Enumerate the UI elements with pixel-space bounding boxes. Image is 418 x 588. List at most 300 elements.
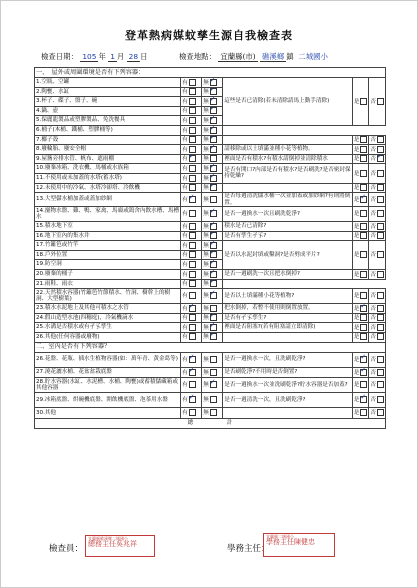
item-yes[interactable] (181, 323, 202, 333)
question-text: 是否刷乾淨?不用時是否倒置? (223, 367, 353, 378)
item-no[interactable] (202, 173, 223, 183)
question-no[interactable] (369, 378, 386, 393)
question-yes-checkbox[interactable] (360, 314, 367, 321)
question-no-checkbox[interactable] (377, 324, 384, 331)
item-yes-label: 有 (182, 108, 188, 115)
checklist-row (35, 332, 386, 342)
item-yes-label: 有 (182, 242, 188, 249)
item-yes[interactable] (181, 367, 202, 378)
item-yes-checkbox[interactable] (189, 127, 196, 134)
item-no-label: 無 (203, 117, 209, 124)
item-yes-checkbox[interactable] (189, 196, 196, 203)
question-yes-checkbox[interactable] (360, 396, 367, 403)
item-no-checkbox[interactable] (210, 251, 217, 258)
item-yes-checkbox[interactable] (189, 136, 196, 143)
question-no-label: 否 (370, 146, 376, 153)
item-yes[interactable] (181, 231, 202, 241)
question-no[interactable] (369, 241, 386, 270)
item-yes-label: 有 (182, 233, 188, 240)
question-no-label: 否 (370, 356, 376, 363)
question-yes-label: 是 (353, 334, 360, 341)
item-no[interactable] (202, 193, 223, 207)
question-yes[interactable] (352, 323, 369, 333)
item-yes[interactable] (181, 269, 202, 279)
item-no-checkbox[interactable] (210, 175, 217, 182)
question-yes-label: 是 (353, 410, 360, 417)
question-no-checkbox[interactable] (377, 251, 384, 258)
item-text: 27.澆花灑水桶、花盆盆栽底盤 (35, 367, 181, 378)
question-no[interactable] (369, 304, 386, 314)
question-yes[interactable] (352, 313, 369, 323)
question-no[interactable] (369, 135, 386, 145)
item-yes[interactable] (181, 352, 202, 367)
question-no-checkbox[interactable] (377, 170, 384, 177)
item-yes[interactable] (181, 87, 202, 97)
checklist-row (35, 323, 386, 333)
date-day-value: 28 (128, 52, 139, 61)
item-no[interactable] (202, 304, 223, 314)
question-no[interactable] (369, 154, 386, 164)
item-no-checkbox[interactable] (210, 165, 217, 172)
question-yes[interactable] (352, 164, 369, 183)
item-no[interactable] (202, 332, 223, 342)
question-yes-label: 是 (353, 324, 360, 331)
item-yes-label: 有 (182, 165, 188, 172)
question-no[interactable] (369, 408, 386, 419)
item-no-label: 無 (203, 98, 209, 105)
checklist-row (35, 393, 386, 408)
question-no-checkbox[interactable] (377, 396, 384, 403)
item-yes[interactable] (181, 250, 202, 260)
question-yes-label: 是 (353, 156, 360, 163)
item-yes[interactable] (181, 97, 202, 107)
question-no-checkbox[interactable] (377, 146, 384, 153)
item-no-checkbox[interactable] (210, 196, 217, 203)
item-text: 25.水溝是否積水或有孑孓孳生 (35, 323, 181, 333)
item-text: 24.假山造型水池(四穗庭)，冷氣機滴水 (35, 313, 181, 323)
date-month-value: 1 (110, 52, 115, 61)
question-no[interactable] (369, 269, 386, 279)
item-yes-checkbox[interactable] (189, 165, 196, 172)
question-yes-label: 是 (353, 315, 360, 322)
item-no[interactable] (202, 231, 223, 241)
item-yes-checkbox[interactable] (189, 292, 196, 299)
item-yes[interactable] (181, 206, 202, 221)
item-no-checkbox[interactable] (210, 107, 217, 114)
item-no-label: 無 (203, 382, 209, 389)
item-no[interactable] (202, 393, 223, 408)
question-yes[interactable] (352, 378, 369, 393)
question-yes-checkbox[interactable] (360, 170, 367, 177)
question-no[interactable] (369, 206, 386, 221)
item-yes[interactable] (181, 289, 202, 304)
item-no-checkbox[interactable] (210, 136, 217, 143)
question-no[interactable] (369, 332, 386, 342)
question-yes-checkbox[interactable] (360, 155, 367, 162)
question-no-checkbox[interactable] (377, 409, 384, 416)
item-yes[interactable] (181, 393, 202, 408)
item-yes[interactable] (181, 78, 202, 88)
question-yes[interactable] (352, 193, 369, 207)
question-yes-checkbox[interactable] (360, 381, 367, 388)
item-yes[interactable] (181, 145, 202, 155)
question-yes-checkbox[interactable] (360, 356, 367, 363)
question-no-checkbox[interactable] (377, 196, 384, 203)
item-yes-label: 有 (182, 127, 188, 134)
item-no-label: 無 (203, 305, 209, 312)
question-no[interactable] (369, 78, 386, 126)
item-yes-label: 有 (182, 196, 188, 203)
item-yes-checkbox[interactable] (189, 79, 196, 86)
item-no[interactable] (202, 408, 223, 419)
item-yes-checkbox[interactable] (189, 396, 196, 403)
item-yes[interactable] (181, 135, 202, 145)
item-text: 21.雨鞋、雨衣 (35, 279, 181, 289)
question-yes-checkbox[interactable] (360, 369, 367, 376)
question-no[interactable] (369, 393, 386, 408)
item-no-label: 無 (203, 108, 209, 115)
inspector-stamp-top: 宜蘭縣礁溪鄉二城國小 (88, 536, 128, 541)
question-no-checkbox[interactable] (377, 314, 384, 321)
item-text: 3.杯子、碟子、盤子、碗 (35, 97, 181, 107)
item-yes-checkbox[interactable] (189, 242, 196, 249)
item-no-label: 無 (203, 223, 209, 230)
question-yes-checkbox[interactable] (360, 136, 367, 143)
item-no-checkbox[interactable] (210, 271, 217, 278)
question-no-label: 否 (370, 324, 376, 331)
item-yes-checkbox[interactable] (189, 232, 196, 239)
item-no[interactable] (202, 269, 223, 279)
item-no[interactable] (202, 135, 223, 145)
question-yes-checkbox[interactable] (360, 305, 367, 312)
item-no-checkbox[interactable] (210, 356, 217, 363)
item-no-checkbox[interactable] (210, 333, 217, 340)
question-yes[interactable] (352, 154, 369, 164)
item-yes-label: 有 (182, 293, 188, 300)
item-yes-label: 有 (182, 369, 188, 376)
item-yes-checkbox[interactable] (189, 98, 196, 105)
question-yes[interactable] (352, 183, 369, 193)
item-yes[interactable] (181, 106, 202, 116)
question-no[interactable] (369, 193, 386, 207)
item-yes-checkbox[interactable] (189, 117, 196, 124)
item-text: 6.桶子(木桶、鐵桶、塑膠桶等) (35, 125, 181, 135)
item-no-checkbox[interactable] (210, 155, 217, 162)
question-text: 積水是否已清除? (223, 221, 353, 231)
inspector-label: 檢查員： (49, 544, 84, 554)
checklist-row (35, 154, 386, 164)
item-yes[interactable] (181, 332, 202, 342)
item-no-label: 無 (203, 175, 209, 182)
item-no[interactable] (202, 289, 223, 304)
item-no[interactable] (202, 164, 223, 174)
item-no-label: 無 (203, 369, 209, 376)
question-no[interactable] (369, 313, 386, 323)
question-no-checkbox[interactable] (377, 333, 384, 340)
question-no-checkbox[interactable] (377, 381, 384, 388)
item-no-checkbox[interactable] (210, 292, 217, 299)
question-yes-checkbox[interactable] (360, 223, 367, 230)
question-yes-checkbox[interactable] (360, 210, 367, 217)
item-no-checkbox[interactable] (210, 261, 217, 268)
item-yes-label: 有 (182, 98, 188, 105)
item-no-checkbox[interactable] (210, 242, 217, 249)
item-no-label: 無 (203, 410, 209, 417)
item-yes[interactable] (181, 154, 202, 164)
item-yes-checkbox[interactable] (189, 333, 196, 340)
question-yes-label: 是 (353, 382, 360, 389)
item-no-checkbox[interactable] (210, 232, 217, 239)
item-yes[interactable] (181, 125, 202, 135)
item-no[interactable] (202, 260, 223, 270)
question-no-checkbox[interactable] (377, 356, 384, 363)
item-no-checkbox[interactable] (210, 324, 217, 331)
item-no[interactable] (202, 154, 223, 164)
question-yes-label: 是 (353, 397, 360, 404)
item-no[interactable] (202, 125, 223, 135)
item-no-label: 無 (203, 356, 209, 363)
item-yes-checkbox[interactable] (189, 280, 196, 287)
question-no-label: 否 (370, 98, 376, 105)
item-no-checkbox[interactable] (210, 409, 217, 416)
item-yes-checkbox[interactable] (189, 409, 196, 416)
item-yes[interactable] (181, 408, 202, 419)
item-yes-label: 有 (182, 223, 188, 230)
inspection-location (179, 51, 328, 62)
item-yes[interactable] (181, 221, 202, 231)
question-text (223, 408, 353, 419)
item-no[interactable] (202, 323, 223, 333)
question-no-checkbox[interactable] (377, 292, 384, 299)
item-no-checkbox[interactable] (210, 146, 217, 153)
question-yes-label: 是 (353, 211, 360, 218)
question-no[interactable] (369, 289, 386, 304)
question-yes-checkbox[interactable] (360, 232, 367, 239)
item-yes[interactable] (181, 241, 202, 251)
question-yes[interactable] (352, 408, 369, 419)
inspector-signature (49, 542, 83, 554)
item-no-checkbox[interactable] (210, 79, 217, 86)
question-text: 把水倒掉，若暫不使用則倒置放置。 (223, 304, 353, 314)
question-yes[interactable] (352, 367, 369, 378)
item-yes[interactable] (181, 183, 202, 193)
item-yes-label: 有 (182, 79, 188, 86)
item-no[interactable] (202, 279, 223, 289)
item-no[interactable] (202, 116, 223, 126)
item-text: 10.廢棄冰箱、洗衣機、馬桶或水族箱 (35, 164, 181, 174)
item-no[interactable] (202, 87, 223, 97)
item-no[interactable] (202, 367, 223, 378)
item-no-checkbox[interactable] (210, 305, 217, 312)
question-yes-label: 是 (353, 233, 360, 240)
question-no[interactable] (369, 145, 386, 155)
item-yes-checkbox[interactable] (189, 305, 196, 312)
item-text: 28.貯水容器(水缸、水泥槽、水桶、陶甕)或蓄積儲藏箱或其他容器 (35, 378, 181, 393)
checklist-row (35, 221, 386, 231)
item-no[interactable] (202, 78, 223, 88)
question-no-checkbox[interactable] (377, 232, 384, 239)
item-text: 14.寵物水盤、雞、鴨、家禽、馬廄或鴿舍內飲水槽、馬槽水 (36, 207, 180, 220)
item-no-checkbox[interactable] (210, 98, 217, 105)
item-no[interactable] (202, 183, 223, 193)
item-no-checkbox[interactable] (210, 381, 217, 388)
question-yes-label: 是 (353, 369, 360, 376)
item-yes-checkbox[interactable] (189, 88, 196, 95)
question-yes[interactable] (352, 332, 369, 342)
question-yes[interactable] (352, 78, 369, 126)
item-no-label: 無 (203, 271, 209, 278)
question-yes-checkbox[interactable] (360, 146, 367, 153)
question-no[interactable] (369, 183, 386, 193)
question-yes[interactable] (352, 352, 369, 367)
question-text: 是否有孳生孑孓? (223, 231, 353, 241)
item-yes-checkbox[interactable] (189, 356, 196, 363)
question-yes[interactable] (352, 135, 369, 145)
item-yes-label: 有 (182, 281, 188, 288)
question-no-label: 否 (370, 369, 376, 376)
question-yes-checkbox[interactable] (360, 271, 367, 278)
item-yes-checkbox[interactable] (189, 369, 196, 376)
question-yes[interactable] (352, 231, 369, 241)
question-yes[interactable] (352, 145, 369, 155)
item-no[interactable] (202, 106, 223, 116)
item-text: 8.廢輪胎、廢安全帽 (35, 145, 181, 155)
question-no-label: 否 (370, 410, 376, 417)
item-no[interactable] (202, 250, 223, 260)
item-no[interactable] (202, 313, 223, 323)
question-no-checkbox[interactable] (377, 155, 384, 162)
checklist-row (35, 206, 386, 221)
item-no-checkbox[interactable] (210, 280, 217, 287)
question-yes-checkbox[interactable] (360, 184, 367, 191)
item-yes-checkbox[interactable] (189, 107, 196, 114)
question-yes[interactable] (352, 289, 369, 304)
total-row (35, 418, 386, 428)
item-text: 18.戶外位置 (35, 250, 181, 260)
item-yes[interactable] (181, 116, 202, 126)
location-suffix: 鎮 (286, 52, 294, 61)
item-yes[interactable] (181, 378, 202, 393)
item-yes-checkbox[interactable] (189, 223, 196, 230)
item-no[interactable] (202, 206, 223, 221)
question-yes[interactable] (352, 393, 369, 408)
principal-stamp (263, 533, 335, 557)
item-no[interactable] (202, 378, 223, 393)
question-no-checkbox[interactable] (377, 98, 384, 105)
question-yes-checkbox[interactable] (360, 409, 367, 416)
question-yes-checkbox[interactable] (360, 196, 367, 203)
item-no-checkbox[interactable] (210, 369, 217, 376)
question-yes-checkbox[interactable] (360, 333, 367, 340)
item-yes-checkbox[interactable] (189, 381, 196, 388)
item-no[interactable] (202, 241, 223, 251)
item-yes[interactable] (181, 304, 202, 314)
date-day-unit: 日 (140, 52, 148, 61)
item-no[interactable] (202, 221, 223, 231)
checklist-row (35, 352, 386, 367)
item-no-label: 無 (203, 127, 209, 134)
question-no[interactable] (369, 352, 386, 367)
question-no-checkbox[interactable] (377, 184, 384, 191)
question-yes-checkbox[interactable] (360, 324, 367, 331)
checklist-row (35, 378, 386, 393)
section-one-header (35, 68, 386, 78)
question-text: 裡面是否有積水?有積水請倒掉並清除積水 (223, 154, 353, 164)
question-no-checkbox[interactable] (377, 369, 384, 376)
item-yes-checkbox[interactable] (189, 210, 196, 217)
item-no-checkbox[interactable] (210, 396, 217, 403)
question-no-checkbox[interactable] (377, 271, 384, 278)
item-yes-checkbox[interactable] (189, 146, 196, 153)
item-no[interactable] (202, 97, 223, 107)
item-no-checkbox[interactable] (210, 210, 217, 217)
item-yes-checkbox[interactable] (189, 251, 196, 258)
question-yes[interactable] (352, 221, 369, 231)
question-no[interactable] (369, 323, 386, 333)
question-text: 是否以水泥封填或鑿洞?是否劈成平片? (223, 241, 353, 270)
item-no-checkbox[interactable] (210, 223, 217, 230)
item-yes-checkbox[interactable] (189, 184, 196, 191)
question-no[interactable] (369, 164, 386, 183)
item-no-checkbox[interactable] (210, 117, 217, 124)
question-no-label: 否 (370, 382, 376, 389)
question-no-checkbox[interactable] (377, 210, 384, 217)
question-text: 是否一週換水一次，且洗刷乾淨? (223, 352, 353, 367)
item-yes[interactable] (181, 313, 202, 323)
item-no-checkbox[interactable] (210, 184, 217, 191)
question-no[interactable] (369, 221, 386, 231)
item-no-checkbox[interactable] (210, 314, 217, 321)
item-no-checkbox[interactable] (210, 127, 217, 134)
item-yes-checkbox[interactable] (189, 175, 196, 182)
question-yes[interactable] (352, 304, 369, 314)
item-yes-checkbox[interactable] (189, 314, 196, 321)
question-no-checkbox[interactable] (377, 223, 384, 230)
question-no[interactable] (369, 367, 386, 378)
item-yes-checkbox[interactable] (189, 271, 196, 278)
question-yes-label: 是 (353, 356, 360, 363)
item-yes-checkbox[interactable] (189, 324, 196, 331)
item-no-checkbox[interactable] (210, 88, 217, 95)
question-no-label: 否 (370, 211, 376, 218)
question-yes-label: 是 (353, 252, 360, 259)
question-yes-checkbox[interactable] (360, 98, 367, 105)
item-yes[interactable] (181, 173, 202, 183)
item-text: 7.椰子殼 (35, 135, 181, 145)
item-yes-checkbox[interactable] (189, 155, 196, 162)
item-text: 19.防空洞 (35, 260, 181, 270)
question-no[interactable] (369, 231, 386, 241)
question-yes-checkbox[interactable] (360, 292, 367, 299)
question-no-checkbox[interactable] (377, 305, 384, 312)
question-yes-checkbox[interactable] (360, 251, 367, 258)
question-no-checkbox[interactable] (377, 136, 384, 143)
item-yes[interactable] (181, 193, 202, 207)
item-no[interactable] (202, 145, 223, 155)
item-yes[interactable] (181, 164, 202, 174)
question-yes[interactable] (352, 269, 369, 279)
item-no[interactable] (202, 352, 223, 367)
question-text (223, 332, 353, 342)
item-yes[interactable] (181, 260, 202, 270)
item-yes-label: 有 (182, 271, 188, 278)
item-text: 1.空瓶、空罐 (35, 78, 181, 88)
item-yes-label: 有 (182, 324, 188, 331)
item-yes-checkbox[interactable] (189, 261, 196, 268)
question-yes[interactable] (352, 206, 369, 221)
question-yes[interactable] (352, 241, 369, 270)
item-yes[interactable] (181, 279, 202, 289)
